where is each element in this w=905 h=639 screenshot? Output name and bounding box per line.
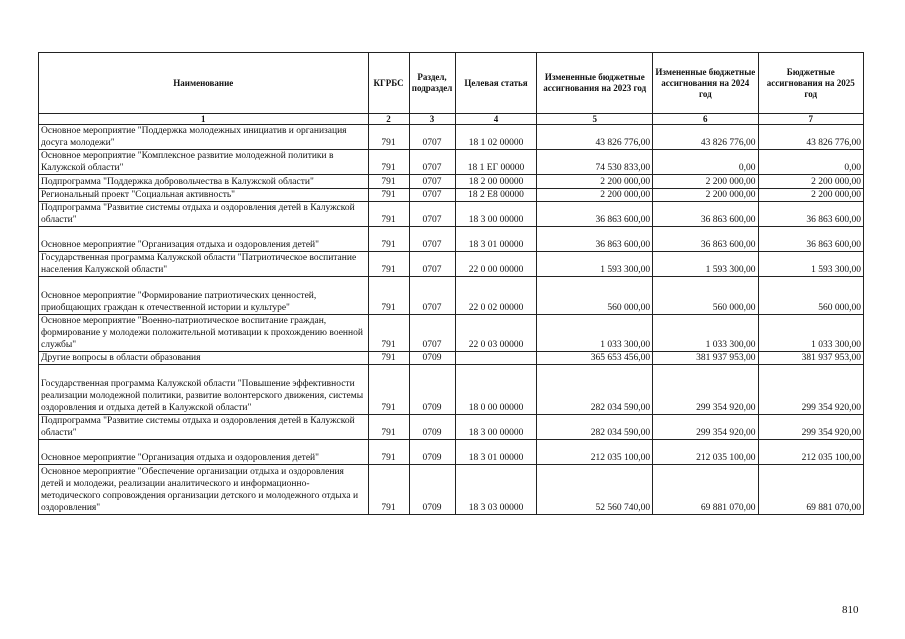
row-amount-2024: 0,00 bbox=[653, 150, 758, 175]
row-amount-2025: 299 354 920,00 bbox=[758, 365, 863, 415]
header-name: Наименование bbox=[39, 53, 369, 114]
row-kgrbs: 791 bbox=[368, 252, 409, 277]
row-section: 0707 bbox=[409, 125, 455, 150]
table-row bbox=[39, 465, 864, 515]
row-section: 0707 bbox=[409, 189, 455, 202]
row-amount-2025: 36 863 600,00 bbox=[758, 202, 863, 227]
row-amount-2024: 1 593 300,00 bbox=[653, 252, 758, 277]
table-row bbox=[39, 189, 864, 202]
header-2025: Бюджетные ассигнования на 2025 год bbox=[758, 53, 863, 114]
row-target-article: 18 1 02 00000 bbox=[455, 125, 537, 150]
row-section: 0709 bbox=[409, 415, 455, 440]
row-name: Государственная программа Калужской области "Повышение эффективности реализации молодежной политики, развитие волонтерского движения, системы оздоровления и отдыха детей в Калужской области" bbox=[39, 365, 369, 415]
row-amount-2023: 1 593 300,00 bbox=[537, 252, 653, 277]
table-row bbox=[39, 227, 864, 252]
row-amount-2023: 52 560 740,00 bbox=[537, 465, 653, 515]
column-number: 2 bbox=[368, 114, 409, 125]
row-amount-2023: 2 200 000,00 bbox=[537, 175, 653, 189]
row-section: 0709 bbox=[409, 352, 455, 365]
header-2023: Измененные бюджетные ассигнования на 2023 год bbox=[537, 53, 653, 114]
row-amount-2024: 2 200 000,00 bbox=[653, 175, 758, 189]
row-amount-2024: 212 035 100,00 bbox=[653, 440, 758, 465]
row-target-article: 22 0 02 00000 bbox=[455, 277, 537, 315]
row-kgrbs: 791 bbox=[368, 315, 409, 352]
row-section: 0707 bbox=[409, 175, 455, 189]
row-target-article: 18 3 03 00000 bbox=[455, 465, 537, 515]
row-amount-2024: 2 200 000,00 bbox=[653, 189, 758, 202]
header-section: Раздел, подраздел bbox=[409, 53, 455, 114]
row-amount-2023: 560 000,00 bbox=[537, 277, 653, 315]
row-name: Основное мероприятие "Комплексное развитие молодежной политики в Калужской области" bbox=[39, 150, 369, 175]
table-row bbox=[39, 125, 864, 150]
row-section: 0707 bbox=[409, 315, 455, 352]
row-name: Подпрограмма "Поддержка добровольчества в Калужской области" bbox=[39, 175, 369, 189]
row-kgrbs: 791 bbox=[368, 365, 409, 415]
row-amount-2025: 1 033 300,00 bbox=[758, 315, 863, 352]
row-kgrbs: 791 bbox=[368, 150, 409, 175]
row-target-article: 18 2 00 00000 bbox=[455, 175, 537, 189]
row-amount-2025: 212 035 100,00 bbox=[758, 440, 863, 465]
column-number: 5 bbox=[537, 114, 653, 125]
row-target-article: 18 3 00 00000 bbox=[455, 415, 537, 440]
row-amount-2024: 560 000,00 bbox=[653, 277, 758, 315]
row-amount-2024: 43 826 776,00 bbox=[653, 125, 758, 150]
column-number: 3 bbox=[409, 114, 455, 125]
column-number-row bbox=[39, 114, 864, 125]
row-amount-2024: 1 033 300,00 bbox=[653, 315, 758, 352]
row-amount-2023: 36 863 600,00 bbox=[537, 227, 653, 252]
header-kgrbs: КГРБС bbox=[368, 53, 409, 114]
table-row bbox=[39, 415, 864, 440]
row-amount-2023: 212 035 100,00 bbox=[537, 440, 653, 465]
column-number: 1 bbox=[39, 114, 369, 125]
table-row bbox=[39, 202, 864, 227]
row-amount-2025: 560 000,00 bbox=[758, 277, 863, 315]
row-amount-2023: 43 826 776,00 bbox=[537, 125, 653, 150]
column-number: 4 bbox=[455, 114, 537, 125]
row-name: Основное мероприятие "Организация отдыха и оздоровления детей" bbox=[39, 440, 369, 465]
row-kgrbs: 791 bbox=[368, 440, 409, 465]
row-amount-2025: 69 881 070,00 bbox=[758, 465, 863, 515]
row-section: 0709 bbox=[409, 440, 455, 465]
row-target-article bbox=[455, 352, 537, 365]
table-row bbox=[39, 440, 864, 465]
row-amount-2025: 36 863 600,00 bbox=[758, 227, 863, 252]
row-kgrbs: 791 bbox=[368, 352, 409, 365]
row-kgrbs: 791 bbox=[368, 202, 409, 227]
row-amount-2025: 1 593 300,00 bbox=[758, 252, 863, 277]
row-amount-2024: 69 881 070,00 bbox=[653, 465, 758, 515]
table-row bbox=[39, 352, 864, 365]
row-kgrbs: 791 bbox=[368, 175, 409, 189]
row-target-article: 18 0 00 00000 bbox=[455, 365, 537, 415]
row-name: Государственная программа Калужской области "Патриотическое воспитание населения Калужской области" bbox=[39, 252, 369, 277]
row-amount-2023: 282 034 590,00 bbox=[537, 365, 653, 415]
row-section: 0709 bbox=[409, 465, 455, 515]
row-amount-2025: 43 826 776,00 bbox=[758, 125, 863, 150]
row-name: Основное мероприятие "Военно-патриотическое воспитание граждан, формирование у молодежи положительной мотивации к прохождению военной службы" bbox=[39, 315, 369, 352]
row-amount-2023: 74 530 833,00 bbox=[537, 150, 653, 175]
row-section: 0707 bbox=[409, 277, 455, 315]
row-name: Основное мероприятие "Обеспечение организации отдыха и оздоровления детей и молодежи, реализации аналитического и информационно-методического сопровождения организации детского и молодежного отдыха и оздоровления" bbox=[39, 465, 369, 515]
row-target-article: 18 3 01 00000 bbox=[455, 440, 537, 465]
row-target-article: 18 3 00 00000 bbox=[455, 202, 537, 227]
row-amount-2025: 2 200 000,00 bbox=[758, 189, 863, 202]
row-amount-2024: 299 354 920,00 bbox=[653, 365, 758, 415]
row-kgrbs: 791 bbox=[368, 227, 409, 252]
row-target-article: 22 0 03 00000 bbox=[455, 315, 537, 352]
row-target-article: 18 1 ЕГ 00000 bbox=[455, 150, 537, 175]
row-amount-2024: 36 863 600,00 bbox=[653, 202, 758, 227]
row-name: Другие вопросы в области образования bbox=[39, 352, 369, 365]
row-amount-2025: 2 200 000,00 bbox=[758, 175, 863, 189]
row-section: 0707 bbox=[409, 252, 455, 277]
row-kgrbs: 791 bbox=[368, 415, 409, 440]
row-amount-2025: 381 937 953,00 bbox=[758, 352, 863, 365]
row-name: Основное мероприятие "Поддержка молодежных инициатив и организация досуга молодежи" bbox=[39, 125, 369, 150]
table-row bbox=[39, 365, 864, 415]
row-name: Региональный проект "Социальная активность" bbox=[39, 189, 369, 202]
row-kgrbs: 791 bbox=[368, 465, 409, 515]
row-name: Основное мероприятие "Формирование патриотических ценностей, приобщающих граждан к отечественной истории и культуре" bbox=[39, 277, 369, 315]
row-section: 0707 bbox=[409, 227, 455, 252]
table-row bbox=[39, 315, 864, 352]
header-target: Целевая статья bbox=[455, 53, 537, 114]
row-amount-2024: 381 937 953,00 bbox=[653, 352, 758, 365]
row-name: Основное мероприятие "Организация отдыха и оздоровления детей" bbox=[39, 227, 369, 252]
page-number: 810 bbox=[842, 604, 859, 616]
header-row bbox=[39, 53, 864, 114]
table-row bbox=[39, 150, 864, 175]
row-amount-2023: 1 033 300,00 bbox=[537, 315, 653, 352]
row-section: 0707 bbox=[409, 202, 455, 227]
table-row bbox=[39, 277, 864, 315]
row-target-article: 22 0 00 00000 bbox=[455, 252, 537, 277]
budget-table bbox=[38, 52, 864, 515]
column-number: 6 bbox=[653, 114, 758, 125]
row-amount-2023: 36 863 600,00 bbox=[537, 202, 653, 227]
row-amount-2025: 299 354 920,00 bbox=[758, 415, 863, 440]
row-amount-2025: 0,00 bbox=[758, 150, 863, 175]
row-amount-2023: 2 200 000,00 bbox=[537, 189, 653, 202]
row-section: 0707 bbox=[409, 150, 455, 175]
row-amount-2023: 282 034 590,00 bbox=[537, 415, 653, 440]
row-name: Подпрограмма "Развитие системы отдыха и оздоровления детей в Калужской области" bbox=[39, 202, 369, 227]
row-kgrbs: 791 bbox=[368, 125, 409, 150]
column-number: 7 bbox=[758, 114, 863, 125]
row-amount-2024: 36 863 600,00 bbox=[653, 227, 758, 252]
header-2024: Измененные бюджетные ассигнования на 2024 год bbox=[653, 53, 758, 114]
row-kgrbs: 791 bbox=[368, 189, 409, 202]
row-target-article: 18 3 01 00000 bbox=[455, 227, 537, 252]
row-section: 0709 bbox=[409, 365, 455, 415]
table-row bbox=[39, 175, 864, 189]
row-amount-2023: 365 653 456,00 bbox=[537, 352, 653, 365]
row-amount-2024: 299 354 920,00 bbox=[653, 415, 758, 440]
row-name: Подпрограмма "Развитие системы отдыха и оздоровления детей в Калужской области" bbox=[39, 415, 369, 440]
row-kgrbs: 791 bbox=[368, 277, 409, 315]
row-target-article: 18 2 E8 00000 bbox=[455, 189, 537, 202]
table-row bbox=[39, 252, 864, 277]
